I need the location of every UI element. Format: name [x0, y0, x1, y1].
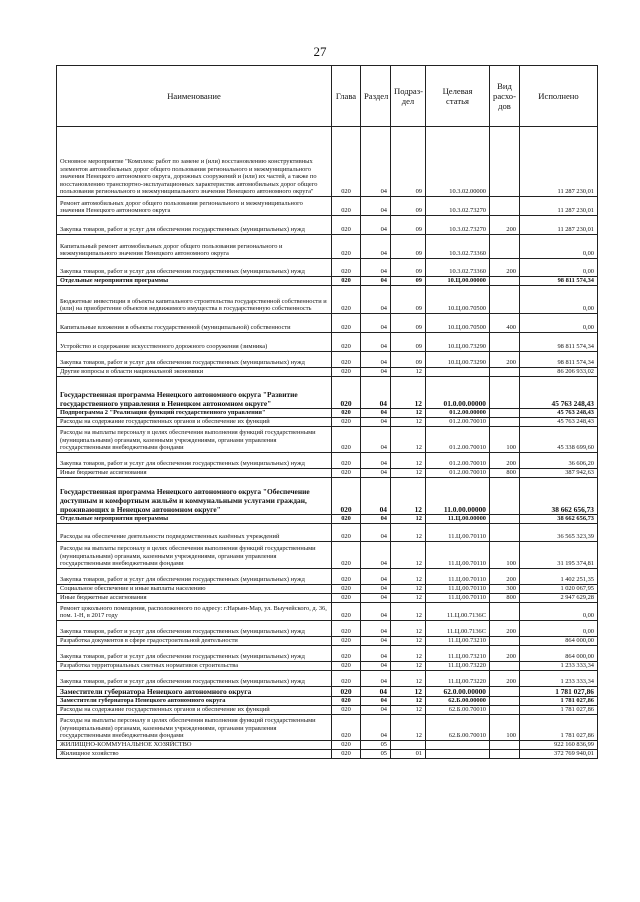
- row-ispolneno: 1 781 027,86: [520, 697, 598, 706]
- row-vid: 400: [490, 314, 520, 333]
- row-name: Государственная программа Ненецкого автономного округа "Развитие государственного управления в Ненецком автономном округе": [57, 377, 332, 409]
- row-glava: 020: [332, 197, 361, 216]
- row-razdel: 04: [361, 418, 391, 427]
- row-podrazdel: 12: [391, 637, 426, 646]
- row-ispolneno: 98 811 574,34: [520, 333, 598, 352]
- row-name: Другие вопросы в области национальной экономики: [57, 368, 332, 377]
- row-statya: 62.0.00.00000: [426, 687, 490, 697]
- row-glava: 020: [332, 621, 361, 637]
- row-glava: 020: [332, 646, 361, 662]
- row-podrazdel: [391, 741, 426, 750]
- table-row: [57, 478, 598, 515]
- row-ispolneno: 38 662 656,73: [520, 478, 598, 515]
- header-ispolneno: Исполнено: [520, 66, 598, 127]
- row-statya: 10.Ц.00.73290: [426, 352, 490, 368]
- row-ispolneno: 36 606,20: [520, 453, 598, 469]
- row-statya: 11.Ц.00.73220: [426, 671, 490, 687]
- row-statya: 11.Ц.00.73220: [426, 662, 490, 671]
- row-podrazdel: 12: [391, 515, 426, 524]
- row-podrazdel: 09: [391, 314, 426, 333]
- table-row: [57, 715, 598, 741]
- row-razdel: 04: [361, 671, 391, 687]
- table-body: [57, 127, 598, 759]
- row-razdel: 04: [361, 478, 391, 515]
- row-podrazdel: 12: [391, 697, 426, 706]
- row-statya: 10.Ц.00.00000: [426, 277, 490, 286]
- row-name: Разработка территориальных сметных нормативов строительства: [57, 662, 332, 671]
- row-statya: 62.Б.00.70010: [426, 706, 490, 715]
- row-vid: [490, 637, 520, 646]
- row-ispolneno: 0,00: [520, 314, 598, 333]
- row-vid: 200: [490, 621, 520, 637]
- row-vid: [490, 687, 520, 697]
- row-vid: 200: [490, 646, 520, 662]
- row-glava: 020: [332, 603, 361, 621]
- row-glava: 020: [332, 585, 361, 594]
- row-razdel: 04: [361, 427, 391, 453]
- row-glava: 020: [332, 235, 361, 259]
- row-razdel: 04: [361, 524, 391, 542]
- table-row: [57, 409, 598, 418]
- row-ispolneno: 1 233 333,34: [520, 671, 598, 687]
- row-podrazdel: 09: [391, 286, 426, 314]
- row-podrazdel: 12: [391, 594, 426, 603]
- row-podrazdel: 12: [391, 469, 426, 478]
- table-row: [57, 671, 598, 687]
- row-vid: 200: [490, 671, 520, 687]
- table-row: [57, 259, 598, 277]
- row-name: Социальное обеспечение и иные выплаты населению: [57, 585, 332, 594]
- row-glava: 020: [332, 687, 361, 697]
- row-name: Расходы на содержание государственных органов и обеспечение их функций: [57, 706, 332, 715]
- row-ispolneno: 86 206 933,02: [520, 368, 598, 377]
- row-name: Закупка товаров, работ и услуг для обеспечения государственных (муниципальных) нужд: [57, 621, 332, 637]
- row-vid: 800: [490, 469, 520, 478]
- row-statya: 10.3.02.73270: [426, 216, 490, 235]
- row-name: Капитальный ремонт автомобильных дорог общего пользования регионального и межмуниципального значения Ненецкого автономного округа: [57, 235, 332, 259]
- row-razdel: 04: [361, 706, 391, 715]
- row-podrazdel: 12: [391, 569, 426, 585]
- row-vid: 200: [490, 453, 520, 469]
- row-statya: 62.Б.00.00000: [426, 697, 490, 706]
- row-podrazdel: 09: [391, 259, 426, 277]
- row-glava: 020: [332, 427, 361, 453]
- header-podrazdel: Подраз- дел: [391, 66, 426, 127]
- row-razdel: 04: [361, 662, 391, 671]
- table-row: [57, 235, 598, 259]
- table-row: [57, 646, 598, 662]
- row-ispolneno: 1 233 333,34: [520, 662, 598, 671]
- row-glava: 020: [332, 409, 361, 418]
- row-vid: [490, 524, 520, 542]
- row-name: Ремонт цокольного помещения, расположенного по адресу: г.Нарьян-Мар, ул. Выучейского, д. 36, пом. 1-Н, в 2017 году: [57, 603, 332, 621]
- table-row: [57, 368, 598, 377]
- row-razdel: 04: [361, 333, 391, 352]
- row-razdel: 04: [361, 697, 391, 706]
- row-podrazdel: 09: [391, 333, 426, 352]
- budget-table: [56, 65, 598, 759]
- table-header-row: [57, 66, 598, 127]
- row-vid: [490, 333, 520, 352]
- row-name: Отдельные мероприятия программы: [57, 515, 332, 524]
- row-name: Закупка товаров, работ и услуг для обеспечения государственных (муниципальных) нужд: [57, 216, 332, 235]
- row-glava: 020: [332, 368, 361, 377]
- row-statya: [426, 741, 490, 750]
- row-podrazdel: 12: [391, 662, 426, 671]
- row-razdel: 04: [361, 259, 391, 277]
- header-statya: Целевая статья: [426, 66, 490, 127]
- row-podrazdel: 12: [391, 603, 426, 621]
- row-vid: 200: [490, 216, 520, 235]
- row-vid: [490, 603, 520, 621]
- row-statya: 11.Ц.00.7136С: [426, 621, 490, 637]
- row-ispolneno: 387 942,63: [520, 469, 598, 478]
- row-ispolneno: 864 000,00: [520, 637, 598, 646]
- row-statya: 11.Ц.00.70110: [426, 542, 490, 569]
- row-ispolneno: 45 338 699,60: [520, 427, 598, 453]
- row-razdel: 04: [361, 235, 391, 259]
- row-podrazdel: 12: [391, 542, 426, 569]
- row-statya: 10.Ц.00.73290: [426, 333, 490, 352]
- row-name: Расходы на выплаты персоналу в целях обеспечения выполнения функций государственными (муниципальными) органами, казенными учреждениями, органами управления государственными внебюджетными фондами: [57, 542, 332, 569]
- row-name: Государственная программа Ненецкого автономного округа "Обеспечение доступным и комфортным жильём и коммунальными услугами граждан, проживающих в Ненецком автономном округе": [57, 478, 332, 515]
- row-podrazdel: 12: [391, 715, 426, 741]
- row-podrazdel: 09: [391, 235, 426, 259]
- row-ispolneno: 31 195 374,81: [520, 542, 598, 569]
- row-vid: [490, 368, 520, 377]
- table-row: [57, 594, 598, 603]
- row-podrazdel: 01: [391, 750, 426, 759]
- row-ispolneno: 11 287 230,01: [520, 127, 598, 197]
- row-podrazdel: 12: [391, 377, 426, 409]
- row-statya: 01.0.00.00000: [426, 377, 490, 409]
- row-name: Закупка товаров, работ и услуг для обеспечения государственных (муниципальных) нужд: [57, 259, 332, 277]
- row-glava: 020: [332, 216, 361, 235]
- row-ispolneno: 1 020 067,95: [520, 585, 598, 594]
- row-name: Закупка товаров, работ и услуг для обеспечения государственных (муниципальных) нужд: [57, 453, 332, 469]
- row-name: Бюджетные инвестиции в объекты капитального строительства государственной собственности и (или) на приобретение объектов недвижимого имущества в государственную собственность: [57, 286, 332, 314]
- row-podrazdel: 12: [391, 706, 426, 715]
- row-podrazdel: 12: [391, 687, 426, 697]
- row-podrazdel: 12: [391, 427, 426, 453]
- table-row: [57, 127, 598, 197]
- row-razdel: 04: [361, 603, 391, 621]
- row-statya: 01.2.00.70010: [426, 427, 490, 453]
- table-row: [57, 277, 598, 286]
- row-name: Отдельные мероприятия программы: [57, 277, 332, 286]
- row-vid: 300: [490, 585, 520, 594]
- row-glava: 020: [332, 542, 361, 569]
- table-row: [57, 542, 598, 569]
- row-glava: 020: [332, 662, 361, 671]
- table-row: [57, 662, 598, 671]
- row-razdel: 04: [361, 715, 391, 741]
- header-razdel: Раздел: [361, 66, 391, 127]
- row-podrazdel: 09: [391, 197, 426, 216]
- row-statya: 11.Ц.00.7136С: [426, 603, 490, 621]
- row-name: Расходы на содержание государственных органов и обеспечение их функций: [57, 418, 332, 427]
- row-razdel: 05: [361, 750, 391, 759]
- row-podrazdel: 09: [391, 127, 426, 197]
- row-ispolneno: 11 287 230,01: [520, 197, 598, 216]
- table-row: [57, 197, 598, 216]
- row-name: Заместители губернатора Ненецкого автономного округа: [57, 687, 332, 697]
- row-glava: 020: [332, 515, 361, 524]
- row-statya: 01.2.00.70010: [426, 453, 490, 469]
- row-glava: 020: [332, 127, 361, 197]
- row-name: Заместители губернатора Ненецкого автономного округа: [57, 697, 332, 706]
- row-ispolneno: 0,00: [520, 286, 598, 314]
- row-razdel: 04: [361, 314, 391, 333]
- table-row: [57, 515, 598, 524]
- row-ispolneno: 864 000,00: [520, 646, 598, 662]
- row-name: Расходы на обеспечение деятельности подведомственных казённых учреждений: [57, 524, 332, 542]
- row-razdel: 05: [361, 741, 391, 750]
- row-vid: 200: [490, 259, 520, 277]
- table-row: [57, 352, 598, 368]
- row-razdel: 04: [361, 286, 391, 314]
- row-statya: 11.Ц.00.00000: [426, 515, 490, 524]
- row-ispolneno: 45 763 248,43: [520, 409, 598, 418]
- row-ispolneno: 0,00: [520, 259, 598, 277]
- row-name: Расходы на выплаты персоналу в целях обеспечения выполнения функций государственными (муниципальными) органами, казенными учреждениями, органами управления государственными внебюджетными фондами: [57, 427, 332, 453]
- table-row: [57, 569, 598, 585]
- row-vid: 100: [490, 427, 520, 453]
- row-name: Расходы на выплаты персоналу в целях обеспечения выполнения функций государственными (муниципальными) органами, казенными учреждениями, органами управления государственными внебюджетными фондами: [57, 715, 332, 741]
- row-podrazdel: 12: [391, 453, 426, 469]
- row-vid: 200: [490, 352, 520, 368]
- row-razdel: 04: [361, 569, 391, 585]
- row-statya: 11.Ц.00.70110: [426, 569, 490, 585]
- row-glava: 020: [332, 352, 361, 368]
- row-ispolneno: 2 947 629,28: [520, 594, 598, 603]
- header-vid: Вид расхо- дов: [490, 66, 520, 127]
- table-row: [57, 453, 598, 469]
- row-razdel: 04: [361, 469, 391, 478]
- row-razdel: 04: [361, 637, 391, 646]
- row-vid: [490, 277, 520, 286]
- row-vid: [490, 515, 520, 524]
- table-row: [57, 603, 598, 621]
- row-vid: [490, 706, 520, 715]
- row-vid: [490, 197, 520, 216]
- row-name: Устройство и содержание искусственного дорожного сооружения (зимника): [57, 333, 332, 352]
- row-name: Закупка товаров, работ и услуг для обеспечения государственных (муниципальных) нужд: [57, 671, 332, 687]
- row-ispolneno: 0,00: [520, 621, 598, 637]
- row-vid: 800: [490, 594, 520, 603]
- row-vid: 200: [490, 569, 520, 585]
- row-ispolneno: 1 781 027,86: [520, 687, 598, 697]
- row-name: Жилищное хозяйство: [57, 750, 332, 759]
- row-statya: 01.2.00.70010: [426, 418, 490, 427]
- row-glava: 020: [332, 706, 361, 715]
- row-razdel: 04: [361, 621, 391, 637]
- row-statya: 11.Ц.00.73210: [426, 646, 490, 662]
- row-ispolneno: 922 160 836,99: [520, 741, 598, 750]
- row-statya: 11.Ц.00.73210: [426, 637, 490, 646]
- row-name: Иные бюджетные ассигнования: [57, 469, 332, 478]
- table-row: [57, 585, 598, 594]
- row-glava: 020: [332, 750, 361, 759]
- row-name: Закупка товаров, работ и услуг для обеспечения государственных (муниципальных) нужд: [57, 646, 332, 662]
- row-ispolneno: 1 781 027,86: [520, 706, 598, 715]
- row-vid: [490, 750, 520, 759]
- row-podrazdel: 12: [391, 621, 426, 637]
- row-statya: 01.2.00.70010: [426, 469, 490, 478]
- row-podrazdel: 09: [391, 216, 426, 235]
- table-row: [57, 286, 598, 314]
- row-statya: 11.Ц.00.70110: [426, 594, 490, 603]
- row-glava: 020: [332, 277, 361, 286]
- row-glava: 020: [332, 259, 361, 277]
- row-vid: [490, 662, 520, 671]
- table-row: [57, 377, 598, 409]
- row-glava: 020: [332, 469, 361, 478]
- row-name: Разработка документов в сфере градостроительной деятельности: [57, 637, 332, 646]
- row-glava: 020: [332, 569, 361, 585]
- row-podrazdel: 12: [391, 585, 426, 594]
- row-razdel: 04: [361, 409, 391, 418]
- row-vid: [490, 741, 520, 750]
- row-ispolneno: 38 662 656,73: [520, 515, 598, 524]
- row-statya: 11.Ц.00.70110: [426, 585, 490, 594]
- row-ispolneno: 98 811 574,34: [520, 352, 598, 368]
- row-vid: [490, 377, 520, 409]
- row-razdel: 04: [361, 277, 391, 286]
- row-podrazdel: 12: [391, 524, 426, 542]
- row-glava: 020: [332, 286, 361, 314]
- table-row: [57, 750, 598, 759]
- row-vid: [490, 235, 520, 259]
- row-name: Основное мероприятие "Комплекс работ по замене и (или) восстановлению конструктивных элементов автомобильных дорог общего пользования регионального и межмуниципального значения Ненецкого автономного округа, дорожных сооружений и (или) их частей, а также по восстановлению транспортно-эксплуатационных характеристик автомобильных дорог общего пользования регионального и межмуниципального значения Ненецкого автономного округа": [57, 127, 332, 197]
- row-statya: [426, 368, 490, 377]
- row-vid: 100: [490, 715, 520, 741]
- row-razdel: 04: [361, 368, 391, 377]
- row-podrazdel: 12: [391, 646, 426, 662]
- row-statya: [426, 750, 490, 759]
- row-glava: 020: [332, 524, 361, 542]
- table-row: [57, 621, 598, 637]
- row-statya: 10.3.02.73270: [426, 197, 490, 216]
- row-podrazdel: 09: [391, 352, 426, 368]
- row-vid: [490, 286, 520, 314]
- row-glava: 020: [332, 671, 361, 687]
- row-statya: 01.2.00.00000: [426, 409, 490, 418]
- row-ispolneno: 45 763 248,43: [520, 377, 598, 409]
- row-statya: 10.Ц.00.70500: [426, 314, 490, 333]
- row-name: Закупка товаров, работ и услуг для обеспечения государственных (муниципальных) нужд: [57, 569, 332, 585]
- row-podrazdel: 12: [391, 418, 426, 427]
- row-statya: 10.3.02.73360: [426, 235, 490, 259]
- row-razdel: 04: [361, 515, 391, 524]
- row-vid: [490, 697, 520, 706]
- row-glava: 020: [332, 478, 361, 515]
- table-row: [57, 706, 598, 715]
- row-glava: 020: [332, 453, 361, 469]
- row-glava: 020: [332, 377, 361, 409]
- row-podrazdel: 12: [391, 671, 426, 687]
- row-razdel: 04: [361, 453, 391, 469]
- row-ispolneno: 45 763 248,43: [520, 418, 598, 427]
- row-statya: 11.Ц.00.70110: [426, 524, 490, 542]
- row-vid: [490, 418, 520, 427]
- row-razdel: 04: [361, 127, 391, 197]
- row-vid: 100: [490, 542, 520, 569]
- row-glava: 020: [332, 594, 361, 603]
- row-name: ЖИЛИЩНО-КОММУНАЛЬНОЕ ХОЗЯЙСТВО: [57, 741, 332, 750]
- row-name: Подпрограмма 2 "Реализация функций государственного управления": [57, 409, 332, 418]
- row-glava: 020: [332, 637, 361, 646]
- row-name: Ремонт автомобильных дорог общего пользования регионального и межмуниципального значения Ненецкого автономного округа: [57, 197, 332, 216]
- row-statya: 11.0.00.00000: [426, 478, 490, 515]
- row-name: Закупка товаров, работ и услуг для обеспечения государственных (муниципальных) нужд: [57, 352, 332, 368]
- row-razdel: 04: [361, 594, 391, 603]
- row-podrazdel: 12: [391, 368, 426, 377]
- row-glava: 020: [332, 333, 361, 352]
- row-statya: 10.Ц.00.70500: [426, 286, 490, 314]
- row-glava: 020: [332, 314, 361, 333]
- table-row: [57, 697, 598, 706]
- row-statya: 10.3.02.00000: [426, 127, 490, 197]
- row-razdel: 04: [361, 585, 391, 594]
- row-razdel: 04: [361, 646, 391, 662]
- table-row: [57, 637, 598, 646]
- row-name: Капитальные вложения в объекты государственной (муниципальной) собственности: [57, 314, 332, 333]
- table-row: [57, 469, 598, 478]
- table-row: [57, 427, 598, 453]
- row-razdel: 04: [361, 216, 391, 235]
- row-ispolneno: 1 781 027,86: [520, 715, 598, 741]
- row-glava: 020: [332, 715, 361, 741]
- row-vid: [490, 478, 520, 515]
- row-glava: 020: [332, 741, 361, 750]
- table-row: [57, 216, 598, 235]
- row-ispolneno: 0,00: [520, 603, 598, 621]
- row-ispolneno: 372 769 940,01: [520, 750, 598, 759]
- row-ispolneno: 11 287 230,01: [520, 216, 598, 235]
- row-vid: [490, 409, 520, 418]
- header-name: Наименование: [57, 66, 332, 127]
- row-razdel: 04: [361, 542, 391, 569]
- row-statya: 10.3.02.73360: [426, 259, 490, 277]
- row-razdel: 04: [361, 377, 391, 409]
- row-vid: [490, 127, 520, 197]
- row-razdel: 04: [361, 352, 391, 368]
- row-podrazdel: 12: [391, 478, 426, 515]
- row-name: Иные бюджетные ассигнования: [57, 594, 332, 603]
- table-row: [57, 333, 598, 352]
- page-number: 27: [313, 44, 327, 59]
- row-glava: 020: [332, 418, 361, 427]
- row-razdel: 04: [361, 197, 391, 216]
- table-row: [57, 524, 598, 542]
- row-ispolneno: 98 811 574,34: [520, 277, 598, 286]
- row-glava: 020: [332, 697, 361, 706]
- row-podrazdel: 09: [391, 277, 426, 286]
- row-statya: 62.Б.00.70010: [426, 715, 490, 741]
- table-row: [57, 741, 598, 750]
- row-razdel: 04: [361, 687, 391, 697]
- row-podrazdel: 12: [391, 409, 426, 418]
- table-row: [57, 314, 598, 333]
- header-glava: Глава: [332, 66, 361, 127]
- table-row: [57, 687, 598, 697]
- row-ispolneno: 36 565 323,39: [520, 524, 598, 542]
- row-ispolneno: 0,00: [520, 235, 598, 259]
- table-row: [57, 418, 598, 427]
- row-ispolneno: 1 402 251,35: [520, 569, 598, 585]
